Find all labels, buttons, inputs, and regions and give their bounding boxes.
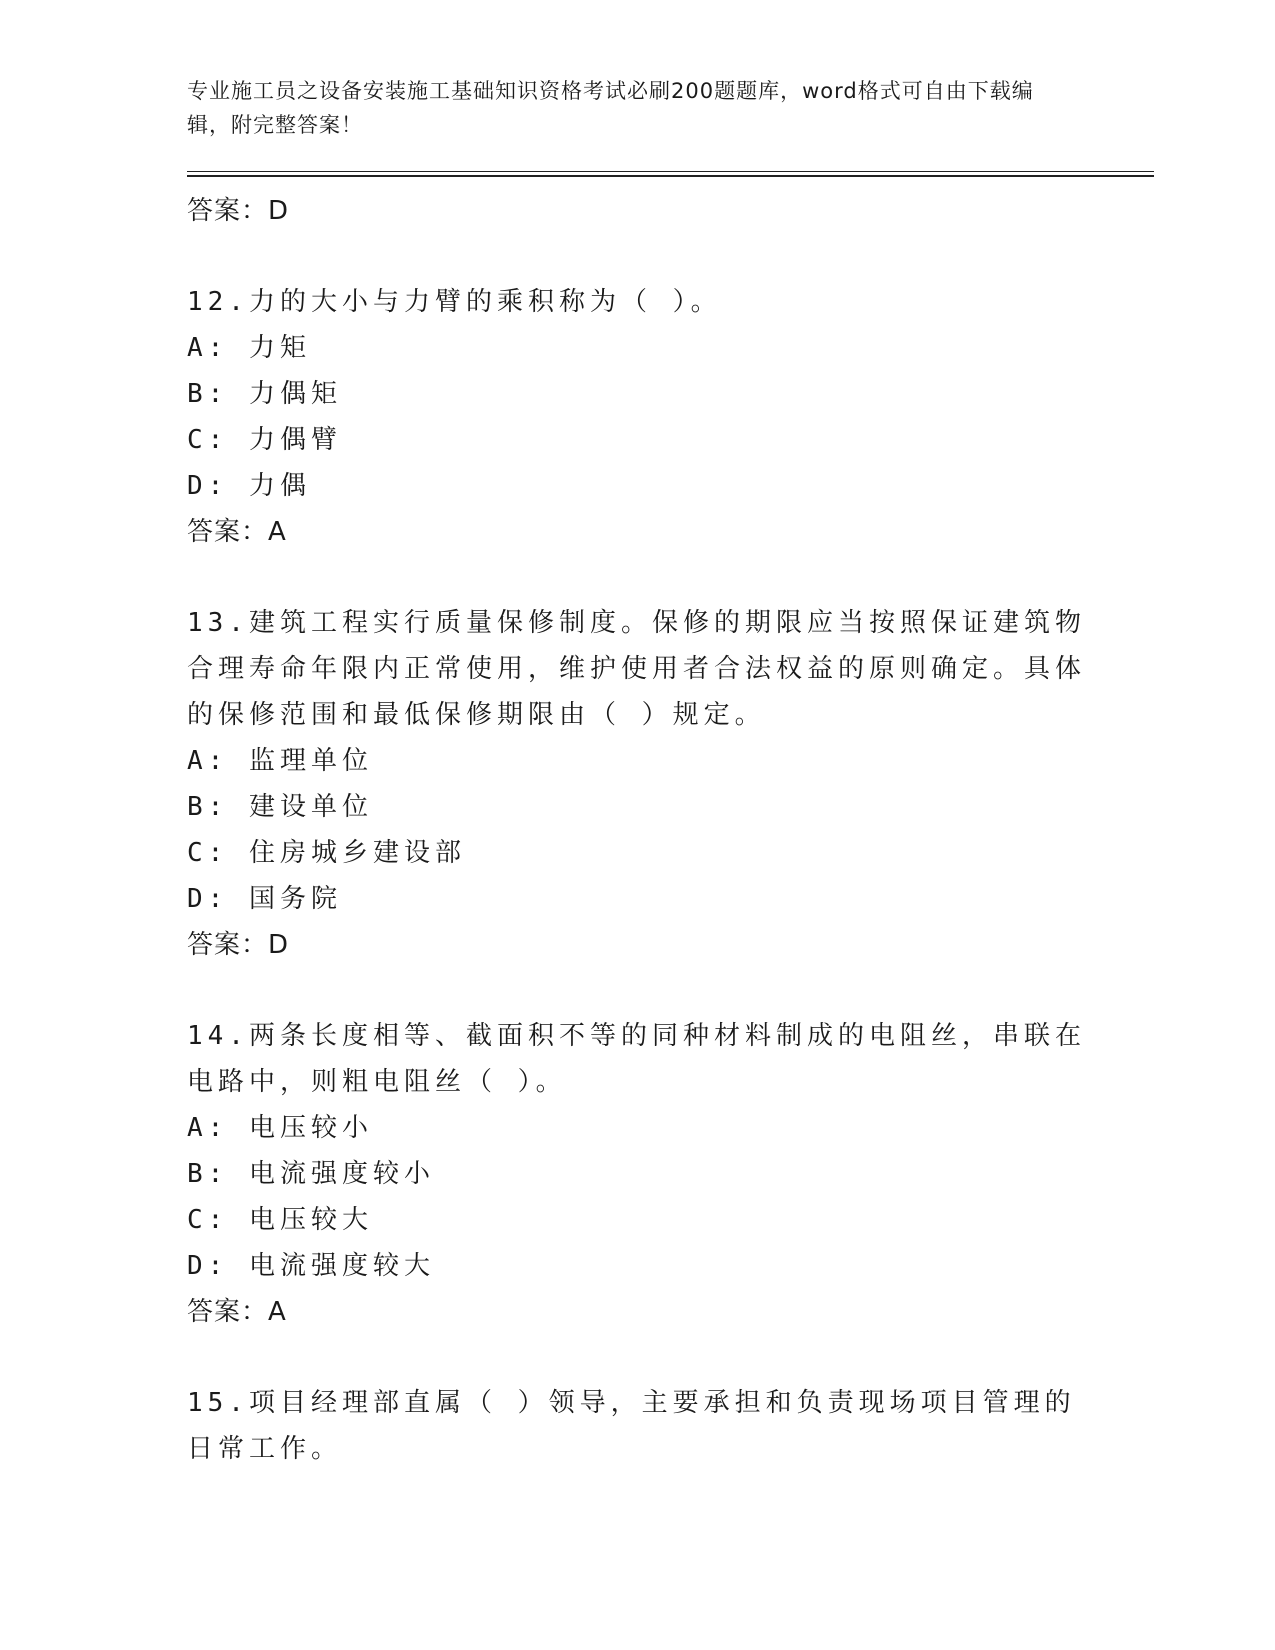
question-13-option-c: C: 住房城乡建设部 bbox=[187, 838, 466, 868]
answer-11: 答案：D bbox=[187, 196, 290, 226]
question-15 bbox=[187, 1380, 1087, 1472]
header-rule-thin bbox=[187, 171, 1154, 172]
document-header: 专业施工员之设备安装施工基础知识资格考试必刷200题题库，word格式可自由下载编辑，附完整答案！ bbox=[187, 79, 1034, 137]
question-12 bbox=[187, 279, 1087, 555]
question-14-option-b: B: 电流强度较小 bbox=[187, 1159, 435, 1189]
question-13-option-d: D: 国务院 bbox=[187, 884, 342, 914]
question-14-option-a: A: 电压较小 bbox=[187, 1113, 373, 1143]
question-content bbox=[187, 188, 1087, 1472]
question-12-option-b: B: 力偶矩 bbox=[187, 379, 342, 409]
question-13-option-b: B: 建设单位 bbox=[187, 792, 373, 822]
question-13 bbox=[187, 600, 1087, 968]
question-14 bbox=[187, 1013, 1087, 1335]
question-14-answer: 答案：A bbox=[187, 1297, 287, 1327]
question-14-option-d: D: 电流强度较大 bbox=[187, 1251, 435, 1281]
question-13-text: 13.建筑工程实行质量保修制度。保修的期限应当按照保证建筑物合理寿命年限内正常使用，维护使用者合法权益的原则确定。具体的保修范围和最低保修期限由（ ）规定。 bbox=[187, 608, 1087, 730]
question-14-option-c: C: 电压较大 bbox=[187, 1205, 373, 1235]
question-12-option-c: C: 力偶臂 bbox=[187, 425, 342, 455]
question-13-answer: 答案：D bbox=[187, 930, 290, 960]
question-12-option-a: A: 力矩 bbox=[187, 333, 311, 363]
question-12-answer: 答案：A bbox=[187, 517, 287, 547]
question-13-option-a: A: 监理单位 bbox=[187, 746, 373, 776]
question-12-text: 12.力的大小与力臂的乘积称为（ ）。 bbox=[187, 287, 722, 317]
header-rule-thick bbox=[187, 175, 1154, 177]
question-15-text: 15.项目经理部直属（ ）领导，主要承担和负责现场项目管理的日常工作。 bbox=[187, 1388, 1076, 1464]
question-14-text: 14.两条长度相等、截面积不等的同种材料制成的电阻丝，串联在电路中，则粗电阻丝（ ）。 bbox=[187, 1021, 1086, 1097]
question-12-option-d: D: 力偶 bbox=[187, 471, 311, 501]
